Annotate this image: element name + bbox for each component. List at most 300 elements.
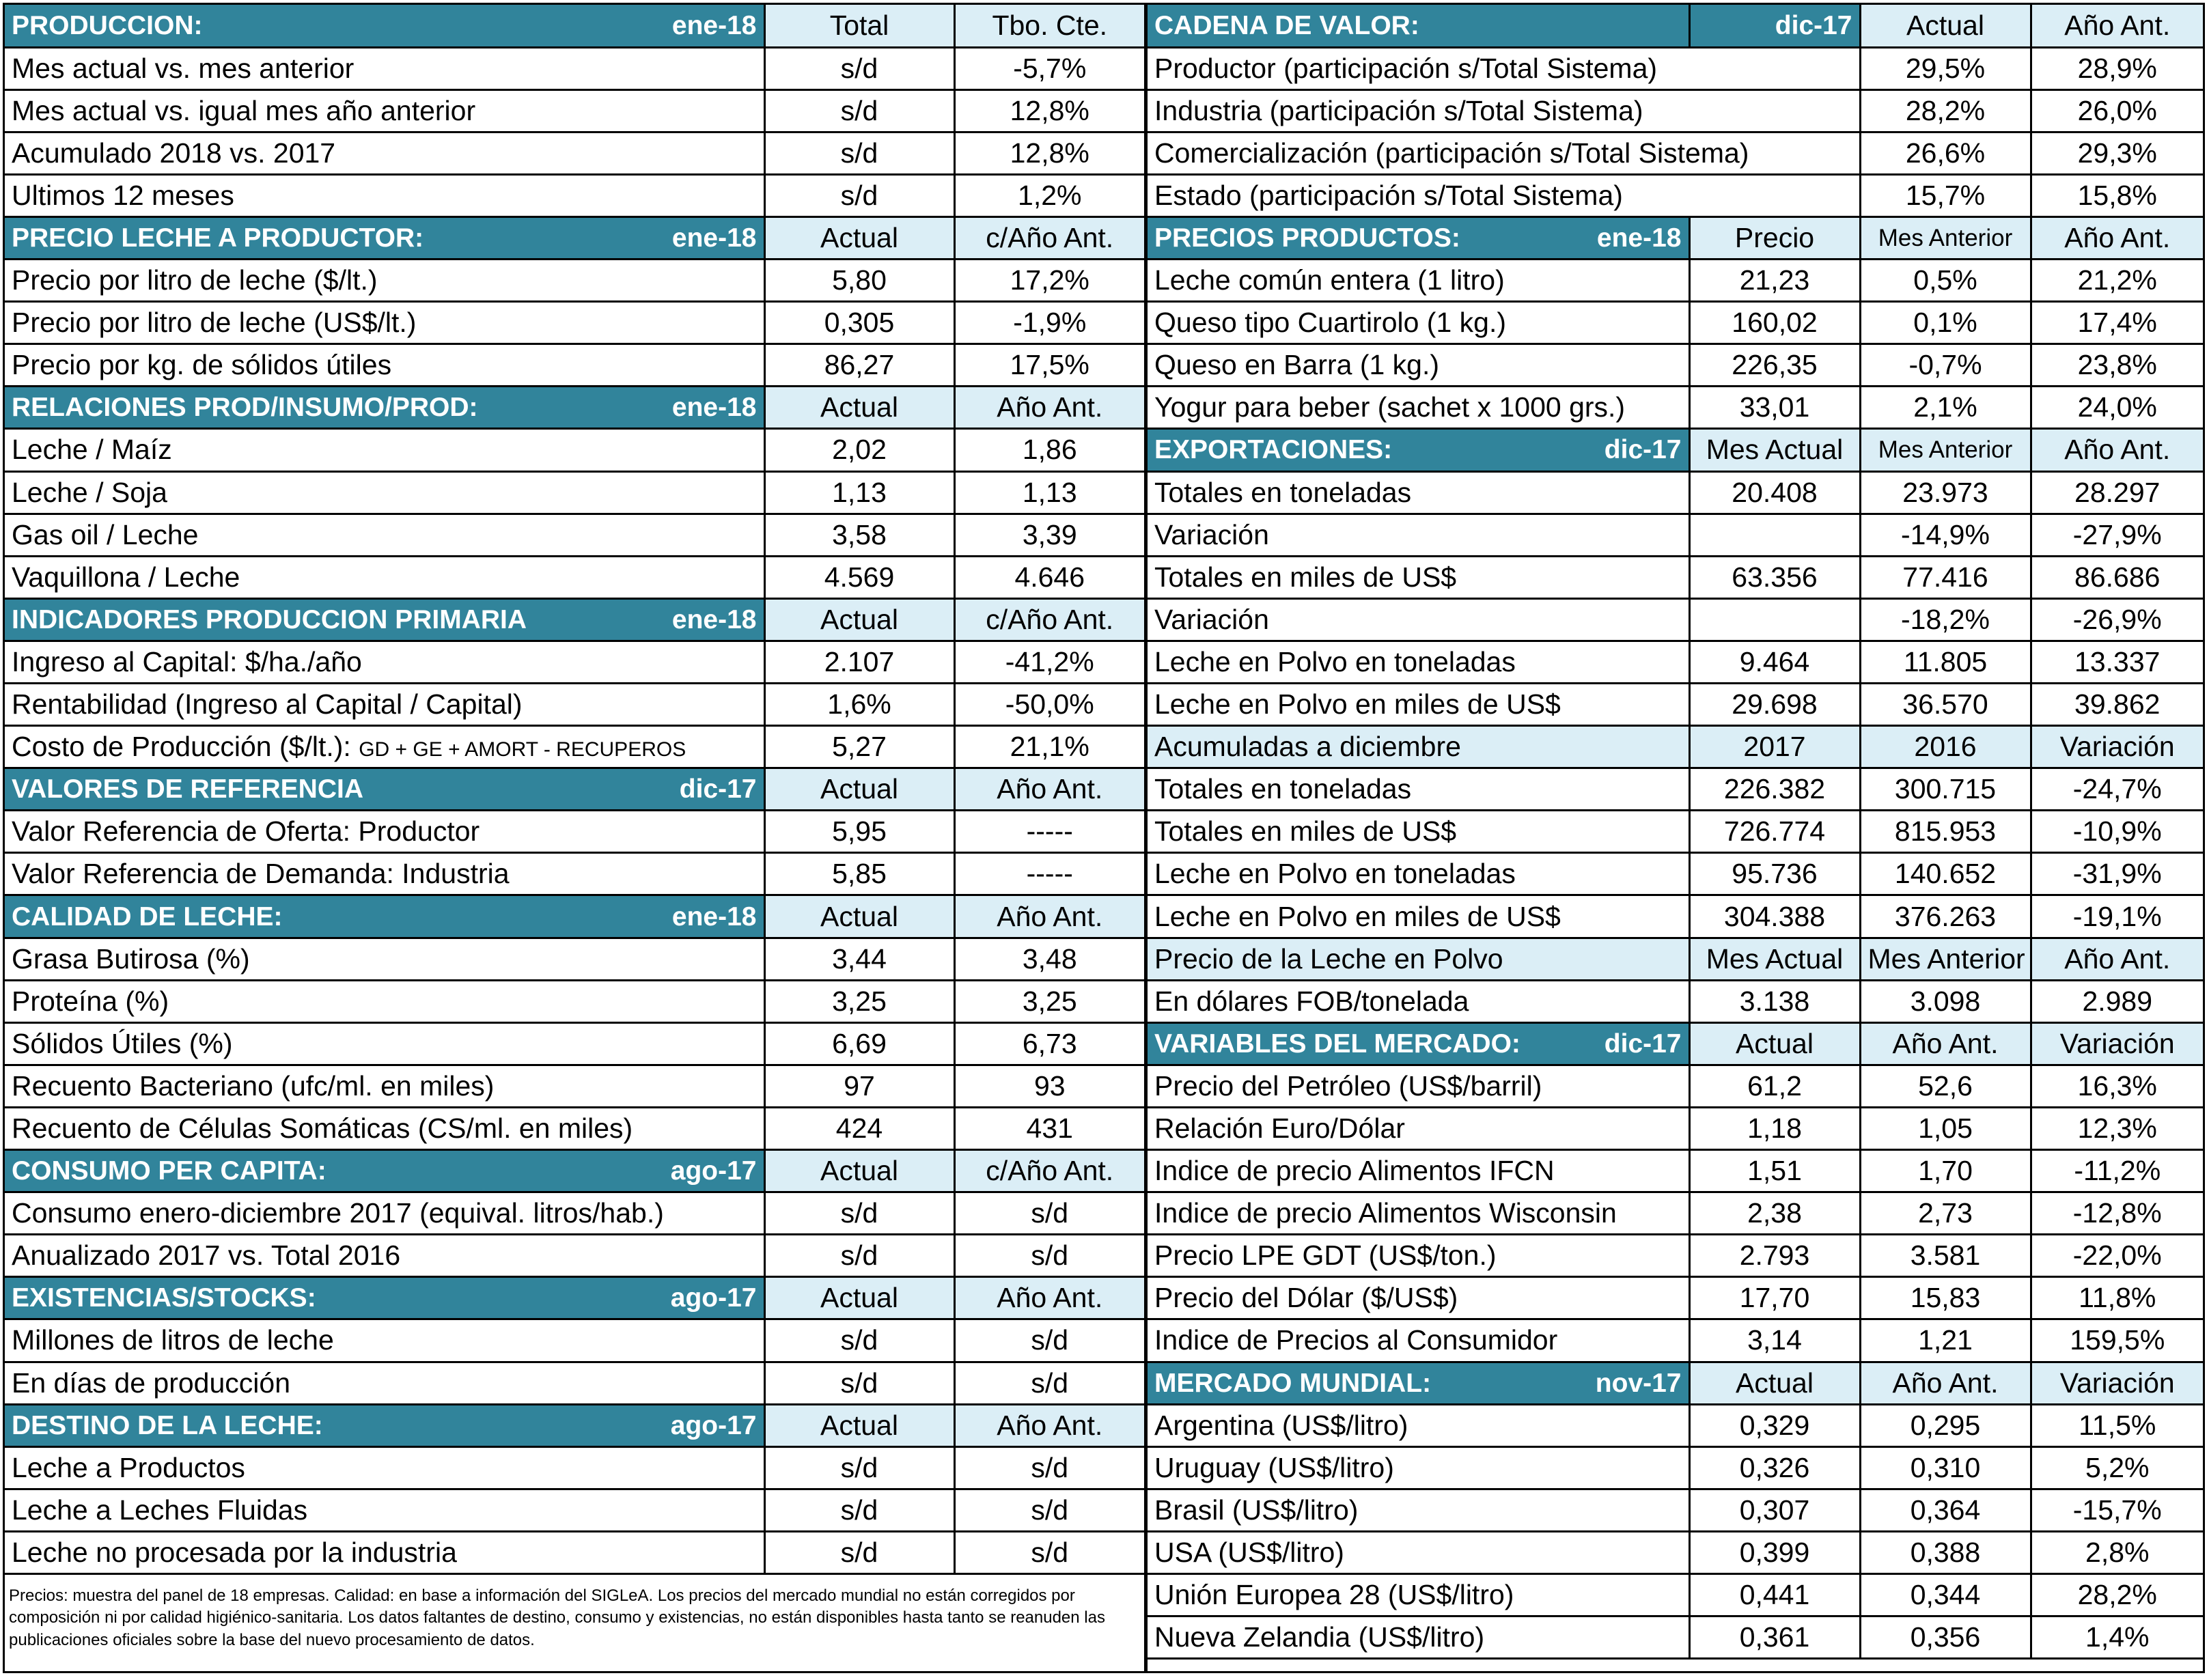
cell-value: 16,3% <box>2031 1065 2203 1107</box>
col-header: Año Ant. <box>954 895 1144 938</box>
cell-value: 2,02 <box>764 429 954 471</box>
section-date: dic-17 <box>1604 1028 1682 1059</box>
row-label: Leche en Polvo en miles de US$ <box>1148 895 1689 938</box>
row-label: Leche / Soja <box>5 471 764 514</box>
col-header: Actual <box>764 216 954 259</box>
table-row <box>1148 1319 2203 1362</box>
footnote: Precios: muestra del panel de 18 empresas. Calidad: en base a información del SIGLeA. Los precios del mercado mundial no están corregidos por composición ni por calidad higiénico-sanitaria. Los datos faltantes de destino, consumo y existencias, no están disponibles hasta tanto se reanuden las publicaciones oficiales sobre la base del nuevo procesamiento de datos. <box>9 1586 1105 1649</box>
section-date: ago-17 <box>670 1156 757 1186</box>
cell-value: -10,9% <box>2031 811 2203 853</box>
row-label: Ingreso al Capital: $/ha./año <box>5 641 764 683</box>
cell-value: -12,8% <box>2031 1192 2203 1235</box>
table-row <box>1148 1489 2203 1531</box>
row-label: Mes actual vs. igual mes año anterior <box>5 89 764 132</box>
row-label: Relación Euro/Dólar <box>1148 1107 1689 1149</box>
cell-value: 2.793 <box>1689 1235 1860 1277</box>
section-date: dic-17 <box>1689 5 1860 47</box>
row-label-text: Costo de Producción ($/lt.): <box>12 731 351 763</box>
section-header-destino <box>5 1404 1144 1446</box>
col-header: Actual <box>1860 5 2031 47</box>
table-row <box>5 1489 1144 1531</box>
cell-value <box>1689 514 1860 556</box>
cell-value: 0,399 <box>1689 1531 1860 1573</box>
section-header-cadena <box>1148 5 2203 47</box>
cell-value: 226,35 <box>1689 344 1860 387</box>
table-row <box>5 1192 1144 1235</box>
col-header: Año Ant. <box>2031 429 2203 471</box>
row-label: Estado (participación s/Total Sistema) <box>1148 174 1860 216</box>
cell-value: s/d <box>954 1531 1144 1573</box>
cell-value: 226.382 <box>1689 768 1860 811</box>
cell-value: 2,8% <box>2031 1531 2203 1573</box>
cell-value: 1,13 <box>954 471 1144 514</box>
table-row <box>5 1319 1144 1362</box>
cell-value: 2,1% <box>1860 387 2031 429</box>
section-header-indicadores <box>5 598 1144 641</box>
section-title-text: DESTINO DE LA LECHE: <box>12 1410 323 1440</box>
col-header: Actual <box>764 387 954 429</box>
cell-value: -0,7% <box>1860 344 2031 387</box>
section-header-precio-leche <box>5 216 1144 259</box>
cell-value: 12,3% <box>2031 1107 2203 1149</box>
row-label: Millones de litros de leche <box>5 1319 764 1362</box>
section-header-precio-polvo <box>1148 938 2203 980</box>
section-title <box>1148 216 1689 259</box>
cell-value: 86.686 <box>2031 556 2203 598</box>
col-header: Año Ant. <box>1860 1362 2031 1404</box>
cell-value: 3.138 <box>1689 980 1860 1022</box>
col-header: Actual <box>764 1150 954 1192</box>
cell-value: -14,9% <box>1860 514 2031 556</box>
table-row <box>1148 174 2203 216</box>
table-row <box>1148 556 2203 598</box>
row-label: Totales en miles de US$ <box>1148 811 1689 853</box>
section-title-text: PRECIO LECHE A PRODUCTOR: <box>12 223 424 253</box>
row-label: Valor Referencia de Oferta: Productor <box>5 811 764 853</box>
cell-value: 29.698 <box>1689 684 1860 726</box>
table-row <box>1148 302 2203 344</box>
cell-value: s/d <box>764 1531 954 1573</box>
row-label: Comercialización (participación s/Total Sistema) <box>1148 132 1860 174</box>
section-title <box>1148 1022 1689 1065</box>
cell-value: -26,9% <box>2031 598 2203 641</box>
table-row <box>5 1362 1144 1404</box>
col-header: Año Ant. <box>1860 1022 2031 1065</box>
col-header: Actual <box>764 598 954 641</box>
table-row <box>5 1065 1144 1107</box>
row-label: Leche común entera (1 litro) <box>1148 260 1689 302</box>
col-header: Año Ant. <box>2031 216 2203 259</box>
cell-value: s/d <box>954 1489 1144 1531</box>
cell-value: 140.652 <box>1860 853 2031 895</box>
section-title-text: CONSUMO PER CAPITA: <box>12 1156 327 1186</box>
table-row <box>5 1446 1144 1489</box>
cell-value: -5,7% <box>954 47 1144 89</box>
cell-value: -11,2% <box>2031 1150 2203 1192</box>
table-row <box>1148 895 2203 938</box>
cell-value: 300.715 <box>1860 768 2031 811</box>
col-header: Precio <box>1689 216 1860 259</box>
col-header: Actual <box>764 1404 954 1446</box>
cell-value: 11,5% <box>2031 1404 2203 1446</box>
cell-value: 77.416 <box>1860 556 2031 598</box>
cell-value: s/d <box>764 47 954 89</box>
cell-value: 376.263 <box>1860 895 2031 938</box>
col-header: Actual <box>1689 1022 1860 1065</box>
table-row <box>1148 853 2203 895</box>
col-header: Mes Actual <box>1689 429 1860 471</box>
table-row <box>1148 768 2203 811</box>
section-title-text: PRECIOS PRODUCTOS: <box>1154 223 1460 253</box>
cell-value: 0,364 <box>1860 1489 2031 1531</box>
row-label: Totales en toneladas <box>1148 768 1689 811</box>
col-header: Año Ant. <box>2031 938 2203 980</box>
cell-value: 4.569 <box>764 556 954 598</box>
section-title <box>1148 429 1689 471</box>
col-header: Año Ant. <box>954 1404 1144 1446</box>
table-row <box>1148 89 2203 132</box>
row-label-note: GD + GE + AMORT - RECUPEROS <box>359 738 686 761</box>
row-label: Anualizado 2017 vs. Total 2016 <box>5 1235 764 1277</box>
cell-value: 28,9% <box>2031 47 2203 89</box>
col-header: Mes Actual <box>1689 938 1860 980</box>
cell-value: 97 <box>764 1065 954 1107</box>
cell-value: 1,13 <box>764 471 954 514</box>
row-label: En dólares FOB/tonelada <box>1148 980 1689 1022</box>
col-header: c/Año Ant. <box>954 1150 1144 1192</box>
cell-value: 4.646 <box>954 556 1144 598</box>
cell-value: 23.973 <box>1860 471 2031 514</box>
cell-value <box>1689 598 1860 641</box>
cell-value: 0,329 <box>1689 1404 1860 1446</box>
col-header: 2016 <box>1860 726 2031 768</box>
cell-value: 3,14 <box>1689 1319 1860 1362</box>
row-label: Indice de Precios al Consumidor <box>1148 1319 1689 1362</box>
cell-value: 160,02 <box>1689 302 1860 344</box>
section-header-relaciones <box>5 387 1144 429</box>
dairy-indicators-sheet <box>3 3 2205 1673</box>
cell-value: -19,1% <box>2031 895 2203 938</box>
cell-value: 12,8% <box>954 89 1144 132</box>
col-header: Año Ant. <box>2031 5 2203 47</box>
cell-value: 0,441 <box>1689 1573 1860 1616</box>
row-label: Valor Referencia de Demanda: Industria <box>5 853 764 895</box>
section-date: ene-18 <box>1596 223 1682 253</box>
cell-value: 0,326 <box>1689 1446 1860 1489</box>
col-header: Mes Anterior <box>1860 429 2031 471</box>
cell-value: 0,361 <box>1689 1616 1860 1659</box>
cell-value: 28,2% <box>1860 89 2031 132</box>
cell-value: 17,70 <box>1689 1277 1860 1319</box>
row-label: Industria (participación s/Total Sistema) <box>1148 89 1860 132</box>
table-row <box>5 641 1144 683</box>
cell-value: 9.464 <box>1689 641 1860 683</box>
section-date: ene-18 <box>671 393 757 423</box>
table-row <box>5 174 1144 216</box>
cell-value: s/d <box>954 1446 1144 1489</box>
section-date: ene-18 <box>671 604 757 634</box>
table-row <box>5 89 1144 132</box>
cell-value: -41,2% <box>954 641 1144 683</box>
table-row <box>5 811 1144 853</box>
cell-value: -22,0% <box>2031 1235 2203 1277</box>
table-row <box>1148 684 2203 726</box>
cell-value: 3,39 <box>954 514 1144 556</box>
col-header: Variación <box>2031 1362 2203 1404</box>
cell-value: s/d <box>764 1192 954 1235</box>
section-date: ago-17 <box>670 1410 757 1440</box>
cell-value: ----- <box>954 811 1144 853</box>
cell-value: 3,44 <box>764 938 954 980</box>
section-header-produccion <box>5 5 1144 47</box>
cell-value: 0,295 <box>1860 1404 2031 1446</box>
cell-value: 1,21 <box>1860 1319 2031 1362</box>
row-label: En días de producción <box>5 1362 764 1404</box>
row-label: Queso tipo Cuartirolo (1 kg.) <box>1148 302 1689 344</box>
row-label: Leche en Polvo en miles de US$ <box>1148 684 1689 726</box>
cell-value: 28,2% <box>2031 1573 2203 1616</box>
cell-value: s/d <box>764 1489 954 1531</box>
cell-value: 6,69 <box>764 1022 954 1065</box>
table-row <box>1148 1065 2203 1107</box>
col-header: Mes Anterior <box>1860 216 2031 259</box>
table-row <box>1148 344 2203 387</box>
table-row <box>1148 1446 2203 1489</box>
row-label: Argentina (US$/litro) <box>1148 1404 1689 1446</box>
row-label: Ultimos 12 meses <box>5 174 764 216</box>
cell-value: 15,8% <box>2031 174 2203 216</box>
cell-value: 159,5% <box>2031 1319 2203 1362</box>
section-title-text: PRODUCCION: <box>12 10 203 40</box>
cell-value: s/d <box>764 174 954 216</box>
cell-value: 63.356 <box>1689 556 1860 598</box>
cell-value: 5,27 <box>764 726 954 768</box>
col-header: 2017 <box>1689 726 1860 768</box>
cell-value: s/d <box>764 1362 954 1404</box>
cell-value: 52,6 <box>1860 1065 2031 1107</box>
cell-value: 33,01 <box>1689 387 1860 429</box>
cell-value: 1,86 <box>954 429 1144 471</box>
section-title: Precio de la Leche en Polvo <box>1148 938 1689 980</box>
cell-value: 15,7% <box>1860 174 2031 216</box>
table-row <box>1148 1573 2203 1616</box>
row-label: Precio por litro de leche (US$/lt.) <box>5 302 764 344</box>
cell-value: 23,8% <box>2031 344 2203 387</box>
cell-value: 0,305 <box>764 302 954 344</box>
row-label: Sólidos Útiles (%) <box>5 1022 764 1065</box>
table-row <box>1148 1150 2203 1192</box>
row-label: Uruguay (US$/litro) <box>1148 1446 1689 1489</box>
cell-value: s/d <box>954 1319 1144 1362</box>
right-table <box>1148 5 2203 1660</box>
col-header: c/Año Ant. <box>954 598 1144 641</box>
table-row <box>1148 1531 2203 1573</box>
row-label: Totales en miles de US$ <box>1148 556 1689 598</box>
cell-value: 26,6% <box>1860 132 2031 174</box>
section-date: nov-17 <box>1595 1368 1682 1398</box>
col-header: Mes Anterior <box>1860 938 2031 980</box>
cell-value: s/d <box>764 1235 954 1277</box>
row-label: Leche en Polvo en toneladas <box>1148 641 1689 683</box>
cell-value: 5,80 <box>764 260 954 302</box>
table-row <box>1148 514 2203 556</box>
cell-value: 86,27 <box>764 344 954 387</box>
left-column <box>5 5 1148 1671</box>
cell-value: 431 <box>954 1107 1144 1149</box>
col-header: Variación <box>2031 1022 2203 1065</box>
cell-value: 93 <box>954 1065 1144 1107</box>
cell-value: 5,85 <box>764 853 954 895</box>
cell-value: 21,23 <box>1689 260 1860 302</box>
cell-value: s/d <box>954 1235 1144 1277</box>
cell-value: s/d <box>764 89 954 132</box>
cell-value: 3.098 <box>1860 980 2031 1022</box>
cell-value: 3,25 <box>764 980 954 1022</box>
table-row <box>5 132 1144 174</box>
row-label: Productor (participación s/Total Sistema) <box>1148 47 1860 89</box>
table-row <box>1148 47 2203 89</box>
cell-value: s/d <box>764 1319 954 1362</box>
row-label: Acumulado 2018 vs. 2017 <box>5 132 764 174</box>
cell-value: 1,6% <box>764 684 954 726</box>
cell-value: 95.736 <box>1689 853 1860 895</box>
cell-value: 0,388 <box>1860 1531 2031 1573</box>
table-row <box>1148 1107 2203 1149</box>
cell-value: 11.805 <box>1860 641 2031 683</box>
table-row <box>5 471 1144 514</box>
cell-value: 815.953 <box>1860 811 2031 853</box>
table-row <box>1148 811 2203 853</box>
col-header: c/Año Ant. <box>954 216 1144 259</box>
left-table <box>5 5 1144 1575</box>
cell-value: 13.337 <box>2031 641 2203 683</box>
row-label: Leche no procesada por la industria <box>5 1531 764 1573</box>
col-header: Año Ant. <box>954 768 1144 811</box>
table-row <box>1148 598 2203 641</box>
cell-value: ----- <box>954 853 1144 895</box>
section-title: Acumuladas a diciembre <box>1148 726 1689 768</box>
row-label: Unión Europea 28 (US$/litro) <box>1148 1573 1689 1616</box>
row-label: Leche / Maíz <box>5 429 764 471</box>
cell-value: 2,73 <box>1860 1192 2031 1235</box>
row-label: Yogur para beber (sachet x 1000 grs.) <box>1148 387 1689 429</box>
cell-value: 0,5% <box>1860 260 2031 302</box>
col-header: Tbo. Cte. <box>954 5 1144 47</box>
cell-value: s/d <box>764 1446 954 1489</box>
cell-value: -50,0% <box>954 684 1144 726</box>
table-row <box>1148 1235 2203 1277</box>
cell-value: 15,83 <box>1860 1277 2031 1319</box>
cell-value: 17,2% <box>954 260 1144 302</box>
cell-value: 0,356 <box>1860 1616 2031 1659</box>
cell-value: 5,2% <box>2031 1446 2203 1489</box>
table-row <box>5 47 1144 89</box>
row-label: Precio del Petróleo (US$/barril) <box>1148 1065 1689 1107</box>
table-row <box>5 429 1144 471</box>
section-title <box>5 216 764 259</box>
col-header: Actual <box>764 895 954 938</box>
cell-value: -18,2% <box>1860 598 2031 641</box>
row-label: Rentabilidad (Ingreso al Capital / Capital) <box>5 684 764 726</box>
col-header: Actual <box>764 1277 954 1319</box>
cell-value: 1,70 <box>1860 1150 2031 1192</box>
cell-value: 36.570 <box>1860 684 2031 726</box>
cell-value: -31,9% <box>2031 853 2203 895</box>
table-row <box>5 938 1144 980</box>
col-header: Actual <box>1689 1362 1860 1404</box>
cell-value: 0,310 <box>1860 1446 2031 1489</box>
row-label: USA (US$/litro) <box>1148 1531 1689 1573</box>
col-header: Año Ant. <box>954 387 1144 429</box>
cell-value: 24,0% <box>2031 387 2203 429</box>
table-row <box>1148 387 2203 429</box>
section-title-text: EXPORTACIONES: <box>1154 435 1393 465</box>
cell-value: s/d <box>764 132 954 174</box>
cell-value: s/d <box>954 1192 1144 1235</box>
cell-value: 304.388 <box>1689 895 1860 938</box>
cell-value: 0,344 <box>1860 1573 2031 1616</box>
row-label: Variación <box>1148 514 1689 556</box>
table-row <box>1148 1277 2203 1319</box>
section-date: ene-18 <box>671 223 757 253</box>
cell-value: 3,25 <box>954 980 1144 1022</box>
row-label: Nueva Zelandia (US$/litro) <box>1148 1616 1689 1659</box>
cell-value: 2.107 <box>764 641 954 683</box>
table-row <box>5 302 1144 344</box>
table-row <box>1148 641 2203 683</box>
section-date: dic-17 <box>1604 435 1682 465</box>
section-title <box>5 1277 764 1319</box>
table-row <box>5 514 1144 556</box>
cell-value: 17,4% <box>2031 302 2203 344</box>
table-row <box>5 260 1144 302</box>
table-row <box>5 853 1144 895</box>
section-header-acumuladas <box>1148 726 2203 768</box>
section-header-existencias <box>5 1277 1144 1319</box>
section-title <box>5 5 764 47</box>
section-header-valores-referencia <box>5 768 1144 811</box>
cell-value: -1,9% <box>954 302 1144 344</box>
col-header: Actual <box>764 768 954 811</box>
cell-value: 2,38 <box>1689 1192 1860 1235</box>
cell-value: s/d <box>954 1362 1144 1404</box>
col-header: Año Ant. <box>954 1277 1144 1319</box>
row-label: Indice de precio Alimentos IFCN <box>1148 1150 1689 1192</box>
cell-value: 28.297 <box>2031 471 2203 514</box>
section-title <box>5 1150 764 1192</box>
section-title-text: CADENA DE VALOR: <box>1154 10 1419 40</box>
row-label: Leche en Polvo en toneladas <box>1148 853 1689 895</box>
table-row <box>1148 1192 2203 1235</box>
table-row <box>1148 132 2203 174</box>
section-title <box>5 768 764 811</box>
section-title <box>1148 5 1689 47</box>
cell-value: 726.774 <box>1689 811 1860 853</box>
cell-value: 39.862 <box>2031 684 2203 726</box>
cell-value: 12,8% <box>954 132 1144 174</box>
section-title-text: CALIDAD DE LECHE: <box>12 901 283 932</box>
cell-value: 0,307 <box>1689 1489 1860 1531</box>
cell-value: 1,18 <box>1689 1107 1860 1149</box>
row-label: Mes actual vs. mes anterior <box>5 47 764 89</box>
section-date: ene-18 <box>671 10 757 40</box>
section-title <box>1148 1362 1689 1404</box>
row-label: Consumo enero-diciembre 2017 (equival. litros/hab.) <box>5 1192 764 1235</box>
section-title-text: VARIABLES DEL MERCADO: <box>1154 1028 1520 1059</box>
section-date: ago-17 <box>670 1283 757 1313</box>
right-column <box>1148 5 2203 1671</box>
section-date: ene-18 <box>671 901 757 932</box>
